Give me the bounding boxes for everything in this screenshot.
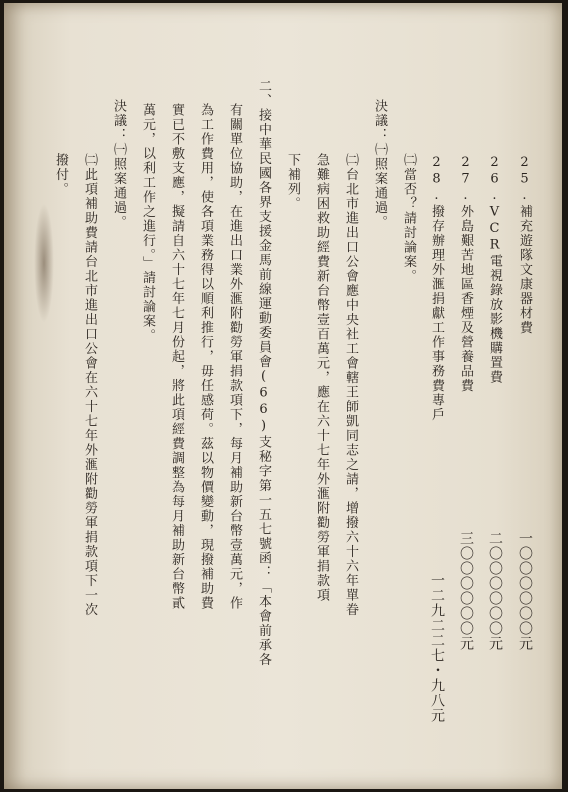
item-number: 26. [487,155,502,205]
budget-item-28 [430,155,443,422]
budget-item-25 [518,155,531,335]
question-2: ㈡當否？請討論案。 [401,153,416,284]
item-text: 撥存辦理外滙捐獻工作事務費專戶 [429,204,444,422]
item-number: 25. [517,155,532,205]
resolution-1-item-2-line3: 下補列。 [285,153,300,211]
item-text: 外島艱苦地區香煙及營養品費 [458,204,473,393]
paragraph-line4: 實已不敷支應，擬請自六十七年七月份起，將此項經費調整為每月補助新台幣貳 [169,103,184,611]
resolution-1: 決議：㈠照案通過。 [372,99,387,230]
section-2-number [257,79,270,667]
budget-item-27 [459,155,472,393]
resolution-2-item-2-line2: 撥付。 [53,153,68,197]
budget-item-26 [488,155,501,385]
document-page [4,3,562,789]
resolution-1-item-2-line2: 急難病困救助經費新台幣壹百萬元，應在六十七年外滙附勸勞軍捐款項 [314,153,329,603]
amount-28: 一二九二二七・九八元 [429,573,445,723]
section-number: 二、 [256,79,271,108]
item-text: VCR電視錄放影機購置費 [487,204,502,385]
amount-26: 二〇〇〇〇〇〇元 [487,531,503,651]
resolution-2-item-2-line1: ㈡此項補助費請台北市進出口公會在六十七年外滙附勸勞軍捐款項下一次 [82,153,97,617]
paragraph-line3: 為工作費用，使各項業務得以順利推行，毋任感荷。茲以物價變動，現撥補助費 [198,103,213,611]
binding-shadow [34,203,54,323]
resolution-2: 決議：㈠照案通過。 [111,99,126,230]
item-number: 28. [429,155,444,205]
paragraph-line5: 萬元，以利工作之進行。」請討論案。 [140,103,155,343]
item-text: 補充遊隊文康器材費 [517,204,532,335]
paragraph-line2: 有關單位協助，在進出口業外滙附勸勞軍捐款項下，每月補助新台幣壹萬元，作 [227,103,242,611]
resolution-1-item-2-line1: ㈡台北市進出口公會應中央社工會轄王師凱同志之請，增撥六十六年單眷 [343,153,358,617]
amount-25: 一〇〇〇〇〇〇元 [517,531,533,651]
item-number: 27. [458,155,473,205]
paragraph-line1: 接中華民國各界支援金馬前線運動委員會(66)支秘字第一五七號函：「本會前承各 [256,108,271,667]
amount-27: 三〇〇〇〇〇〇元 [458,531,474,651]
